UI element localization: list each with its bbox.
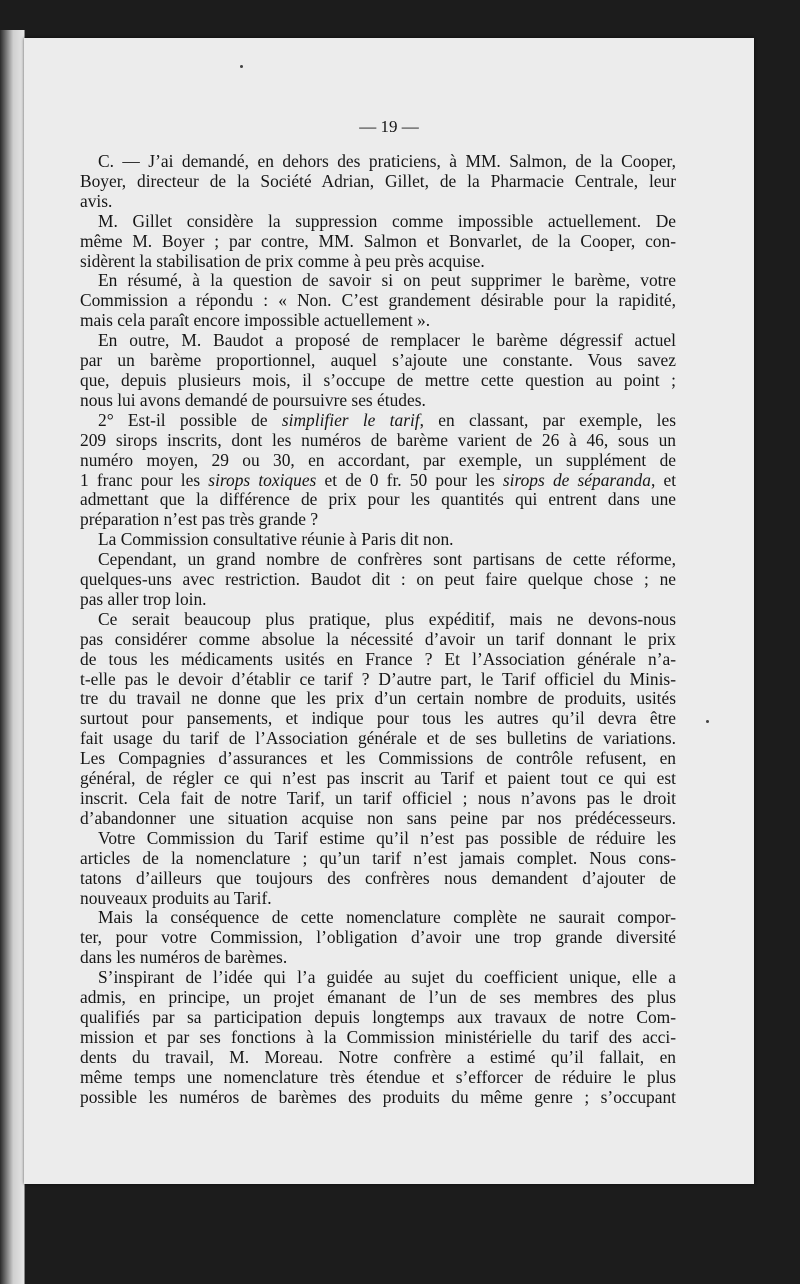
text-run: 2° Est-il possible de [98, 409, 282, 430]
text-line: Boyer, directeur de la Société Adrian, Gillet, de la Pharmacie Centrale, leur [80, 170, 676, 191]
text-line: En résumé, à la question de savoir si on peut supprimer le barème, votre [98, 270, 676, 291]
text-line: surtout pour pansements, et indique pour tous les autres qu’il devra être [80, 708, 676, 729]
text-line: pas aller trop loin. [80, 588, 207, 609]
text-line: Commission a répondu : « Non. C’est grandement désirable pour la rapidité, [80, 290, 676, 311]
text-line: d’abandonner une situation acquise non sans peine par nos prédécesseurs. [80, 807, 676, 828]
text-line: ter, pour votre Commission, l’obligation d’avoir une trop grande diversité [80, 927, 676, 948]
text-line: avis. [80, 190, 113, 211]
text-line [80, 471, 676, 491]
text-line: S’inspirant de l’idée qui l’a guidée au sujet du coefficient unique, elle a [98, 967, 676, 988]
text-line: t-elle pas le devoir d’établir ce tarif ? D’autre part, le Tarif officiel du Minis- [80, 668, 676, 689]
text-run: 1 franc pour les [80, 469, 209, 490]
text-line: Mais la conséquence de cette nomenclature complète ne saurait compor- [98, 907, 676, 928]
text-line: dents du travail, M. Moreau. Notre confrère a estimé qu’il fallait, en [80, 1046, 676, 1067]
text-line: La Commission consultative réunie à Paris dit non. [98, 529, 454, 550]
page-number: — 19 — [359, 117, 419, 136]
document-page [24, 38, 754, 1184]
text-line: général, de régler ce qui n’est pas inscrit au Tarif et paient tout ce qui est [80, 768, 676, 789]
text-line: M. Gillet considère la suppression comme impossible actuellement. De [98, 210, 676, 231]
text-line: préparation n’est pas très grande ? [80, 509, 319, 530]
text-run: et de 0 fr. 50 pour les [316, 469, 503, 490]
text-line: sidèrent la stabilisation de prix comme à peu près acquise. [80, 250, 485, 271]
body-text [80, 152, 676, 1108]
text-line: tre du travail ne donne que les prix d’un certain nombre de produits, usités [80, 688, 676, 709]
text-line: nous lui avons demandé de poursuivre ses études. [80, 389, 426, 410]
text-line: de tous les médicaments usités en France ? Et l’Association générale n’a- [80, 648, 676, 669]
text-line: En outre, M. Baudot a proposé de remplacer le barème dégressif actuel [98, 330, 676, 351]
text-line: admis, en principe, un projet émanant de l’un de ses membres des plus [80, 987, 676, 1008]
text-line: nouveaux produits au Tarif. [80, 887, 272, 908]
print-speck [240, 65, 243, 68]
text-line: C. — J’ai demandé, en dehors des praticiens, à MM. Salmon, de la Cooper, [98, 151, 676, 171]
text-line: même temps une nomenclature très étendue et s’efforcer de réduire le plus [80, 1066, 676, 1087]
text-run: , en classant, par exemple, les [419, 409, 676, 430]
text-line: Les Compagnies d’assurances et les Commissions de contrôle refusent, en [80, 748, 676, 769]
text-line: par un barème proportionnel, auquel s’ajoute une constante. Vous savez [80, 350, 676, 371]
text-line: mission et par ses fonctions à la Commission ministérielle du tarif des acci- [80, 1026, 676, 1047]
text-run: , et [650, 469, 677, 490]
facing-page-edge [0, 30, 25, 1284]
text-line [80, 411, 676, 431]
italic-run: simplifier le tarif [281, 409, 420, 430]
text-line: admettant que la différence de prix pour les quantités qui entrent dans une [80, 489, 676, 510]
text-line: fait usage du tarif de l’Association générale et de ses bulletins de variations. [80, 728, 676, 749]
text-line: quelques-uns avec restriction. Baudot dit : on peut faire quelque chose ; ne [80, 569, 676, 590]
text-line: articles de la nomenclature ; qu’un tarif n’est jamais complet. Nous cons- [80, 847, 676, 868]
text-line: tatons d’ailleurs que toujours des confrères nous demandent d’ajouter de [80, 867, 676, 888]
italic-run: sirops toxiques [208, 469, 317, 490]
text-line: inscrit. Cela fait de notre Tarif, un tarif officiel ; nous n’avons pas le droit [80, 788, 676, 808]
text-line: que, depuis plusieurs mois, il s’occupe de mettre cette question au point ; [80, 369, 676, 390]
text-line: même M. Boyer ; par contre, MM. Salmon et Bonvarlet, de la Cooper, con- [80, 230, 676, 251]
text-line: 209 sirops inscrits, dont les numéros de barème varient de 26 à 46, sous un [80, 429, 676, 450]
text-line: pas considérer comme absolue la nécessité d’avoir un tarif donnant le prix [80, 628, 676, 649]
text-line: mais cela paraît encore impossible actuellement ». [80, 310, 431, 331]
text-line: dans les numéros de barèmes. [80, 947, 288, 968]
text-line: numéro moyen, 29 ou 30, en accordant, par exemple, un supplément de [80, 449, 676, 470]
italic-run: sirops de séparanda [502, 469, 651, 490]
text-line: Votre Commission du Tarif estime qu’il n’est pas possible de réduire les [98, 827, 676, 848]
text-line: Cependant, un grand nombre de confrères sont partisans de cette réforme, [98, 549, 676, 570]
print-speck [706, 720, 709, 723]
text-line: qualifiés par sa participation depuis longtemps aux travaux de notre Com- [80, 1006, 676, 1027]
text-line: possible les numéros de barèmes des produits du même genre ; s’occupant [80, 1086, 676, 1107]
text-line: Ce serait beaucoup plus pratique, plus expéditif, mais ne devons-nous [98, 608, 676, 629]
